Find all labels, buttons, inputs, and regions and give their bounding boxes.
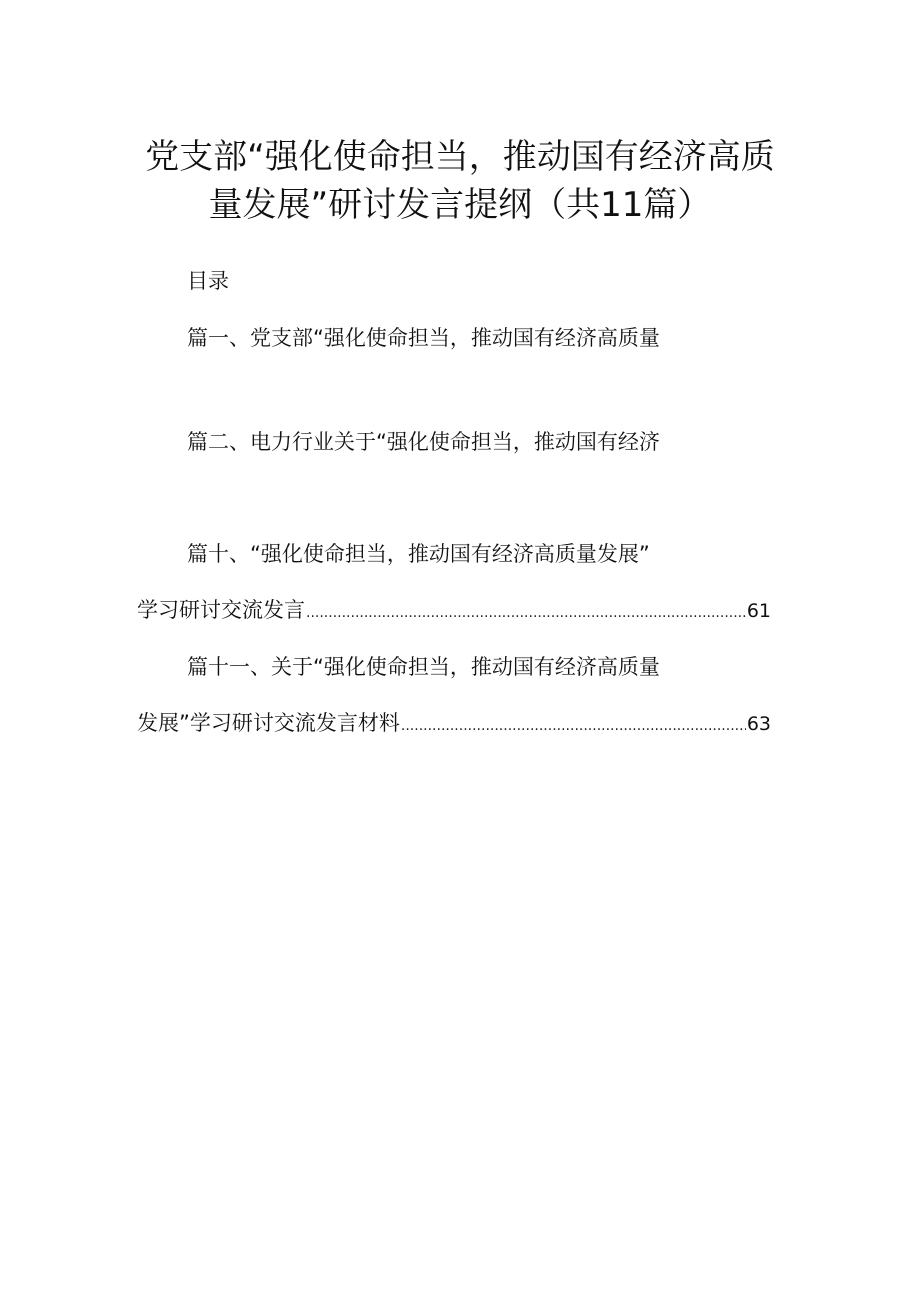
- toc-leader-dots: [306, 599, 746, 627]
- document-title-line-1: 党支部“强化使命担当，推动国有经济高质: [145, 137, 775, 177]
- toc-entry-2[interactable]: 篇二、电力行业关于“强化使命担当，推动国有经济: [187, 430, 660, 454]
- document-title-line-2: 量发展”研讨发言提纲（共11篇）: [208, 185, 712, 225]
- toc-entry-11-page-number: 63: [746, 713, 771, 735]
- toc-entry-10-line-1[interactable]: 篇十、“强化使命担当，推动国有经济高质量发展”: [187, 542, 650, 566]
- toc-entry-10-text: 学习研讨交流发言: [137, 598, 305, 622]
- toc-entry-11-text: 发展”学习研讨交流发言材料: [137, 711, 400, 735]
- toc-leader-dots: [401, 712, 746, 740]
- toc-entry-10-line-2[interactable]: [137, 596, 771, 624]
- toc-entry-11-line-2[interactable]: [137, 709, 771, 737]
- toc-entry-10-page-number: 61: [746, 600, 771, 622]
- toc-heading: 目录: [187, 269, 229, 293]
- toc-entry-1[interactable]: 篇一、党支部“强化使命担当，推动国有经济高质量: [187, 326, 660, 350]
- toc-entry-11-line-1[interactable]: 篇十一、关于“强化使命担当，推动国有经济高质量: [187, 655, 660, 679]
